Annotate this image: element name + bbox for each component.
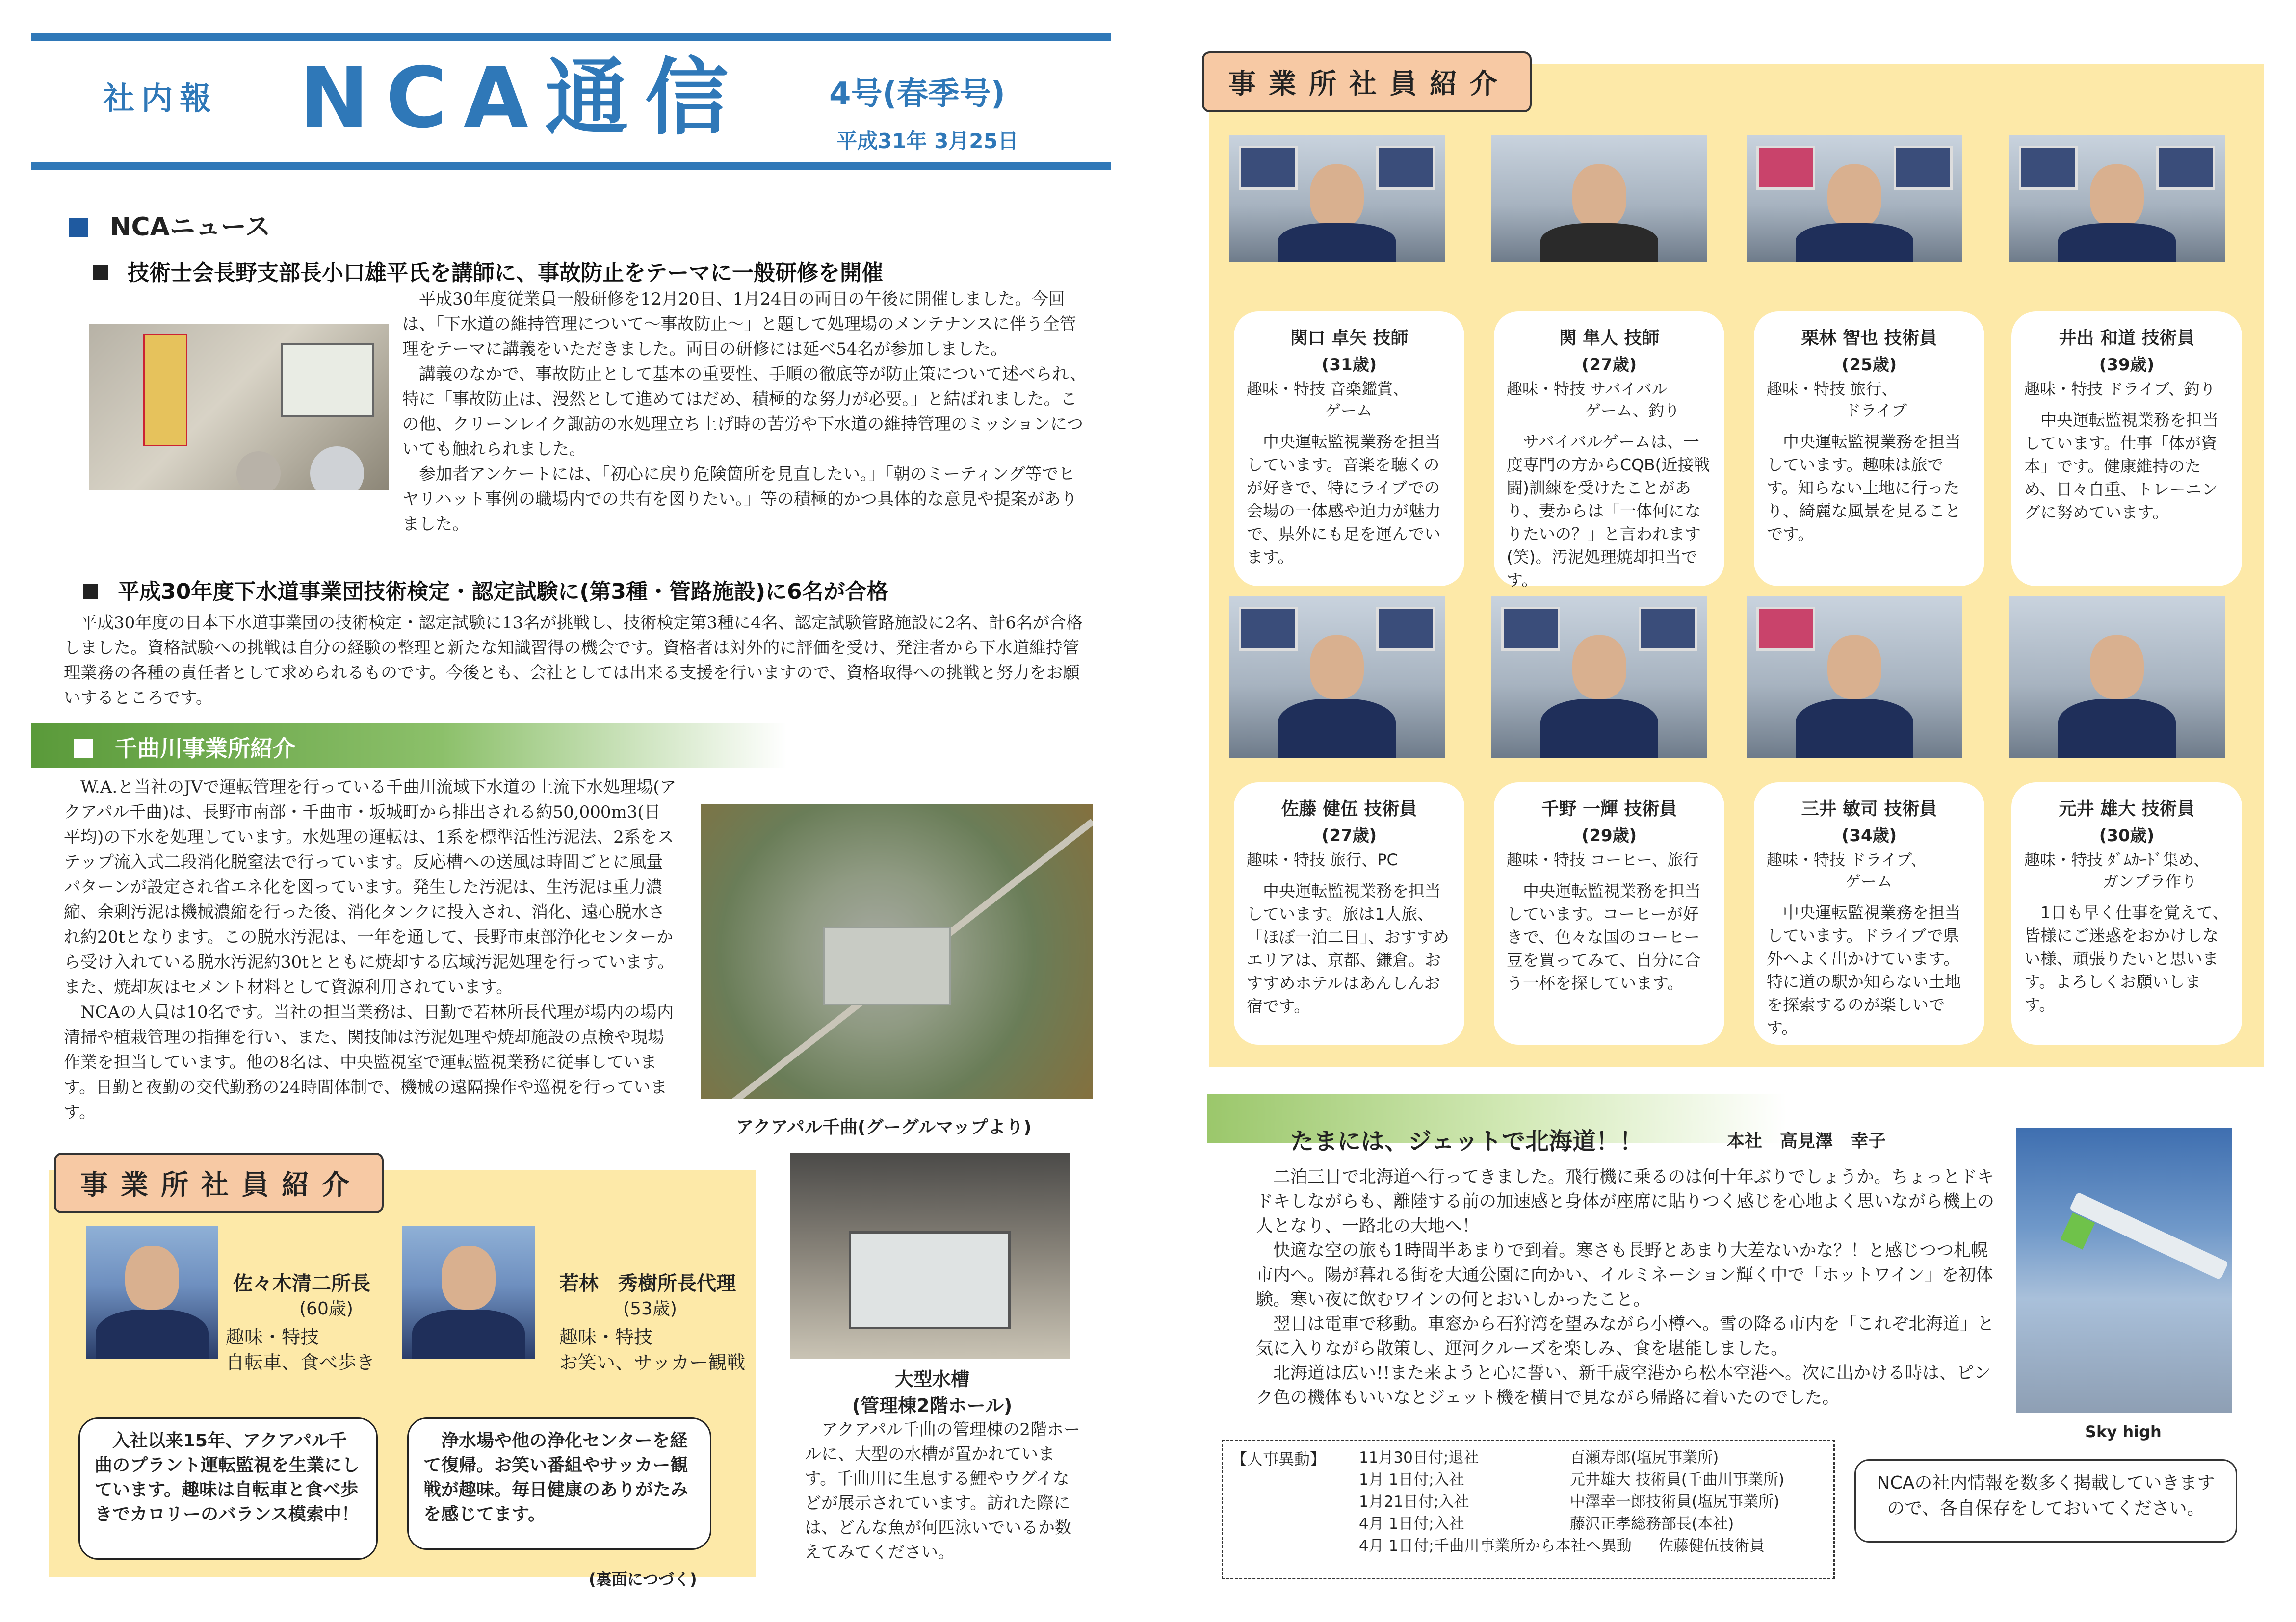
personnel-detail: 中澤幸一郎技術員(塩尻事業所) [1570,1493,1780,1511]
staff-photo [1491,596,1707,758]
manager-age: (60歳) [299,1299,353,1319]
staff-card: 栗林 智也 技術員 (25歳) 趣味・特技 旅行、 ドライブ 中央運転監視業務を担当しています。趣味は旅です。知らない土地に行ったり、綺麗な風景を見ることです。 [1754,311,1984,586]
travel-title: たまには、ジェットで北海道！！ [1290,1128,1644,1155]
aquarium-caption: 大型水槽 (管理棟2階ホール) [852,1368,1013,1416]
aerial-map-photo [701,804,1093,1099]
staff-photo [1747,135,1962,262]
notice-box: NCAの社内情報を数多く掲載していきますので、各自保存をしておいてください。 [1854,1459,2237,1543]
personnel-label: 【人事異動】 [1231,1450,1326,1468]
personnel-detail: 藤沢正孝総務部長(本社) [1570,1515,1734,1533]
staff-card: 井出 和道 技術員 (39歳) 趣味・特技 ドライブ、釣り 中央運転監視業務を担当しています。仕事「体が資本」です。健康維持のため、日々自重、トレーニングに努めています。 [2011,311,2242,586]
masthead-top-rule [31,33,1111,41]
personnel-detail: 佐藤健伍技術員 [1658,1537,1765,1555]
staff-photo [2009,135,2225,262]
staff-card: 関口 卓矢 技師 (31歳) 趣味・特技 音楽鑑賞、 ゲーム 中央運転監視業務を担当しています。音楽を聴くのが好きで、特にライブでの会場の一体感や迫力が魅力で、県外にも足を運んでいます。 [1234,311,1464,586]
personnel-date: 1月21日付;入社 [1359,1493,1469,1511]
staff-photo [1229,596,1445,758]
personnel-detail: 百瀬寿郎(塩尻事業所) [1570,1449,1719,1467]
personnel-detail: 元井雄大 技術員(千曲川事業所) [1570,1471,1785,1489]
news-section-heading: NCAニュース [69,206,270,243]
article2-body: 平成30年度の日本下水道事業団の技術検定・認定試験に13名が挑戦し、技術検定第3種に4名、認定試験管路施設に2名、計6名が合格しました。資格試験への挑戦は自分の経験の整理と新たな知識習得の機会です。資格者は対外的に評価を受け、発注者から下水道維持管理業務の各種の責任者として求められるものです。今後とも、会社としては出来る支援を行いますので、資格取得への挑戦と努力をお願いするところです。 [64,613,1083,708]
staff-left-heading: 事業所社員紹介 [54,1153,384,1213]
square-bullet-icon [83,584,98,599]
personnel-date: 1月 1日付;入社 [1359,1471,1464,1489]
chikuma-body: W.A.と当社のJVで運転管理を行っている千曲川流域下水道の上流下水処理場(アクアパル千曲)は、長野市南部・千曲市・坂城町から排出される約50,000m3(日平均)の下水を処理しています。水処理の運転は、1系を標準活性汚泥法、2系をステップ流入式二段消化脱窒法で行っています。反応槽への送風は時間ごとに風量パターンが設定され省エネ化を図っています。発生した汚泥は、生汚泥は重力濃縮、余剰汚泥は機械濃縮を行った後、消化タンクに投入され、消化、遠心脱水され約20tとなります。この脱水汚泥は、一年を通して、長野市東部浄化センターから受け入れている脱水汚泥約30tとともに焼却する広域汚泥処理を行っています。また、焼却灰はセメント材料として資源利用されています。 NCAの人員は10名です。当社の担当業務は、日勤で若林所長代理が場内の場内清掃や植栽管理の指揮を行い、また、関技師は汚泥処理や焼却施設の点検や現場作業を担当しています。他の8名は、中央監視室で運転監視業務に従事しています。日勤と夜勤の交代勤務の24時間体制で、機械の遠隔操作や巡視を行っています。 [64,777,677,1122]
manager-message: 浄水場や他の浄化センターを経て復帰。お笑い番組やサッカー観戦が趣味。毎日健康のありがたみを感じてます。 [407,1417,711,1550]
continued-note: (裏面につづく) [589,1570,697,1589]
staff-photo [1229,135,1445,262]
manager-message: 入社以来15年、アクアパル千曲のプラント運転監視を生業にしています。趣味は自転車と食べ歩きでカロリーのバランス模索中！ [78,1417,378,1560]
staff-card: 関 隼人 技師 (27歳) 趣味・特技 サバイバル ゲーム、釣り サバイバルゲームは、一度専門の方からCQB(近接戦闘)訓練を受けたことがあり、妻からは「一体何になりたいの？」と言われます(笑)。汚泥処理焼却担当です。 [1494,311,1724,586]
travel-author: 本社 高見澤 幸子 [1727,1131,1886,1151]
staff-photo [2009,596,2225,758]
sky-photo [2016,1128,2232,1413]
issue-date: 平成31年 3月25日 [836,129,1018,153]
staff-card: 三井 敏司 技術員 (34歳) 趣味・特技 ドライブ、 ゲーム 中央運転監視業務を担当しています。ドライブで県外へよく出かけています。特に道の駅か知らない土地を探索するのが楽しいです。 [1754,782,1984,1045]
manager-name: 佐々木清二所長 [233,1272,370,1295]
aquarium-body: アクアパル千曲の管理棟の2階ホールに、大型の水槽が置かれています。千曲川に生息する鯉やウグイなどが展示されています。訪れた際には、どんな魚が何匹泳いでいるか数えてみてください。 [805,1420,1080,1562]
manager-hobby: 趣味・特技 お笑い、サッカー観戦 [559,1326,746,1373]
manager-name: 若林 秀樹所長代理 [559,1272,736,1295]
staff-card: 佐藤 健伍 技術員 (27歳) 趣味・特技 旅行、PC 中央運転監視業務を担当しています。旅は1人旅、「ほぼ一泊二日」、おすすめエリアは、京都、鎌倉。おすすめホテルはあんしんお宿です。 [1234,782,1464,1045]
staff-right-heading: 事業所社員紹介 [1202,51,1532,112]
manager-hobby: 趣味・特技 自転車、食べ歩き [226,1326,375,1373]
manager-age: (53歳) [623,1299,677,1319]
personnel-date: 4月 1日付;千曲川事業所から本社へ異動 [1359,1537,1632,1555]
personnel-date: 4月 1日付;入社 [1359,1515,1464,1533]
square-bullet-icon [74,739,93,758]
chikuma-section-heading: 千曲川事業所紹介 [74,731,295,763]
masthead-title: NCA通信 [299,50,745,147]
article1-title: 技術士会長野支部長小口雄平氏を講師に、事故防止をテーマに一般研修を開催 [93,255,883,286]
staff-card: 元井 雄大 技術員 (30歳) 趣味・特技 ﾀﾞﾑｶｰﾄﾞ集め、 ガンプラ作り 1日も早く仕事を覚えて、皆様にご迷惑をおかけしない様、頑張りたいと思います。よろしくお願いします。 [2011,782,2242,1045]
article1-body: 平成30年度従業員一般研修を12月20日、1月24日の両日の午後に開催しました。今回は、「下水道の維持管理について〜事故防止〜」と題して処理場のメンテナンスに伴う全管理をテーマに講義をいただきました。両日の研修には延べ54名が参加しました。 講義のなかで、事故防止として基本の重要性、手順の徹底等が防止策について述べられ、特に「事故防止は、漫然として進めてはだめ、積極的な努力が必要。」と結ばれました。この他、クリーンレイク諏訪の水処理立ち上げ時の苦労や下水道の維持管理のミッションについても触れられました。 参加者アンケートには、「初心に戻り危険箇所を見直したい。」「朝のミーティング等でヒヤリハット事例の職場内での共有を図りたい。」等の積極的かつ具体的な意見や提案がありました。 [402,289,1087,534]
masthead-label: 社内報 [103,81,218,117]
personnel-date: 11月30日付;退社 [1359,1449,1479,1467]
staff-card: 千野 一輝 技術員 (29歳) 趣味・特技 コーヒー、旅行 中央運転監視業務を担当しています。コーヒーが好きで、色々な国のコーヒー豆を買ってみて、自分に合う一杯を探しています。 [1494,782,1724,1045]
article2-title: 平成30年度下水道事業団技術検定・認定試験に(第3種・管路施設)に6名が合格 [83,574,888,605]
sky-caption: Sky high [2085,1422,2162,1441]
travel-body: 二泊三日で北海道へ行ってきました。飛行機に乗るのは何十年ぶりでしょうか。ちょっとドキドキしながらも、離陸する前の加速感と身体が座席に貼りつく感じを心地よく思いながら機上の人となり、一路北の大地へ！ 快適な空の旅も1時間半あまりで到着。寒さも長野とあまり大差ないかな？！と感じつつ札幌市内へ。陽が暮れる街を大通公園に向かい、イルミネーション輝く中で「ホットワイン」を初体験。寒い夜に飲むワインの何とおいしかったこと。 翌日は電車で移動。車窓から石狩湾を望みながら小樽へ。雪の降る市内を「これぞ北海道」と気に入りながら散策し、運河クルーズを楽しみ、食を堪能しました。 北海道は広い!!また来ようと心に誓い、新千歳空港から松本空港へ。次に出かける時は、ピンク色の機体もいいなとジェット機を横目で見ながら帰路に着いたのでした。 [1256,1167,1995,1408]
seminar-photo [89,324,389,490]
manager-photo [402,1226,535,1359]
aerial-caption: アクアパル千曲(グーグルマップより) [736,1117,1032,1137]
manager-photo [86,1226,218,1359]
masthead-bottom-rule [31,162,1111,170]
staff-photo [1747,596,1962,758]
staff-photo [1491,135,1707,262]
square-bullet-icon [69,218,88,237]
square-bullet-icon [93,265,108,280]
issue-number: 4号(春季号) [829,76,1006,112]
aquarium-photo [790,1153,1070,1359]
